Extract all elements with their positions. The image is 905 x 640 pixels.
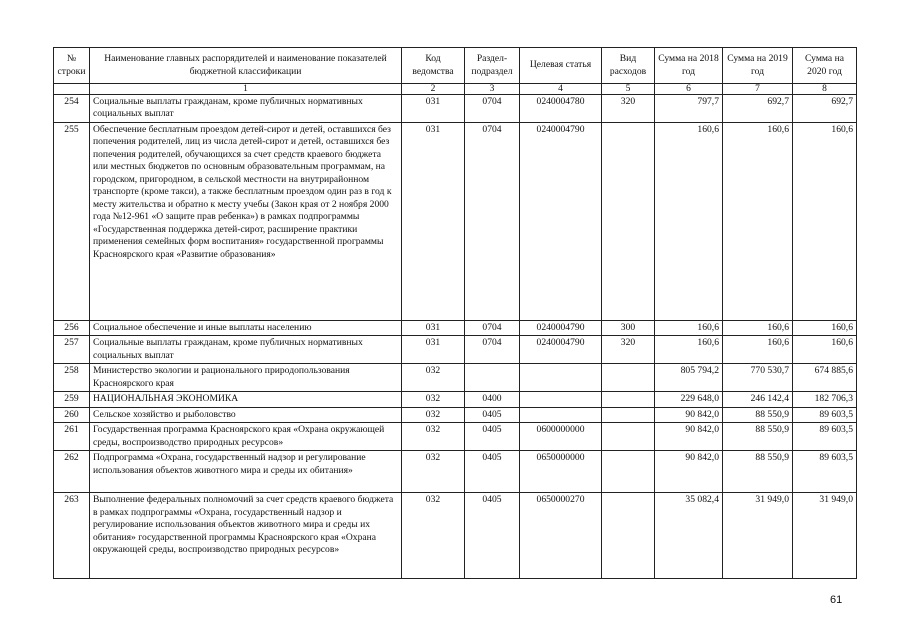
target-article: 0240004780 <box>520 95 602 123</box>
section-code: 0405 <box>465 423 520 451</box>
sum-2019: 160,6 <box>723 336 793 364</box>
department-code: 032 <box>402 451 465 493</box>
table-row <box>54 423 857 451</box>
department-code: 032 <box>402 493 465 579</box>
expense-type: 300 <box>602 320 655 335</box>
expense-type <box>602 493 655 579</box>
target-article: 0240004790 <box>520 336 602 364</box>
sum-2020: 160,6 <box>793 122 857 320</box>
sum-2019: 692,7 <box>723 95 793 123</box>
expense-type <box>602 451 655 493</box>
sum-2018: 160,6 <box>655 122 723 320</box>
col-header-sum-2020: Сумма на 2020 год <box>793 48 857 84</box>
sum-2020: 160,6 <box>793 336 857 364</box>
table-row <box>54 451 857 493</box>
sum-2019: 160,6 <box>723 122 793 320</box>
section-code: 0405 <box>465 493 520 579</box>
row-number: 261 <box>54 423 90 451</box>
section-code <box>465 364 520 392</box>
sum-2018: 90 842,0 <box>655 407 723 422</box>
expense-type <box>602 423 655 451</box>
row-name: Государственная программа Красноярского края «Охрана окружающей среды, воспроизводство природных ресурсов» <box>90 423 402 451</box>
header-row <box>54 48 857 84</box>
target-article: 0240004790 <box>520 320 602 335</box>
row-number: 260 <box>54 407 90 422</box>
sum-2018: 160,6 <box>655 320 723 335</box>
row-name: Сельское хозяйство и рыболовство <box>90 407 402 422</box>
department-code: 031 <box>402 122 465 320</box>
table-row <box>54 407 857 422</box>
expense-type <box>602 364 655 392</box>
row-number: 263 <box>54 493 90 579</box>
expense-type <box>602 407 655 422</box>
sum-2020: 692,7 <box>793 95 857 123</box>
row-number: 257 <box>54 336 90 364</box>
section-code: 0704 <box>465 320 520 335</box>
target-article: 0650000270 <box>520 493 602 579</box>
sum-2020: 160,6 <box>793 320 857 335</box>
sum-2020: 31 949,0 <box>793 493 857 579</box>
sum-2018: 229 648,0 <box>655 392 723 407</box>
sum-2019: 88 550,9 <box>723 451 793 493</box>
col-header-sum-2018: Сумма на 2018 год <box>655 48 723 84</box>
column-index: 8 <box>793 84 857 95</box>
row-name: Выполнение федеральных полномочий за счет средств краевого бюджета в рамках подпрограммы «Охрана, государственный надзор и регулирование использования объектов животного мира и среды их обитания» государственной программы Красноярского края «Охрана окружающей среды, воспроизводство природных ресурсов» <box>90 493 402 579</box>
section-code: 0405 <box>465 407 520 422</box>
target-article: 0240004790 <box>520 122 602 320</box>
sum-2018: 90 842,0 <box>655 423 723 451</box>
sum-2020: 182 706,3 <box>793 392 857 407</box>
section-code: 0704 <box>465 95 520 123</box>
page-number: 61 <box>830 594 843 606</box>
col-header-number: № строки <box>54 48 90 84</box>
section-code: 0704 <box>465 122 520 320</box>
column-index-row <box>54 84 857 95</box>
column-index: 7 <box>723 84 793 95</box>
sum-2020: 89 603,5 <box>793 423 857 451</box>
col-header-department-code: Код ведомства <box>402 48 465 84</box>
table-row <box>54 336 857 364</box>
column-index: 1 <box>90 84 402 95</box>
sum-2019: 160,6 <box>723 320 793 335</box>
row-number: 256 <box>54 320 90 335</box>
department-code: 031 <box>402 320 465 335</box>
sum-2020: 89 603,5 <box>793 451 857 493</box>
section-code: 0400 <box>465 392 520 407</box>
col-header-target-article: Целевая статья <box>520 48 602 84</box>
table-row <box>54 392 857 407</box>
column-index: 5 <box>602 84 655 95</box>
department-code: 031 <box>402 95 465 123</box>
target-article: 0650000000 <box>520 451 602 493</box>
col-header-expense-type: Вид расходов <box>602 48 655 84</box>
row-name: НАЦИОНАЛЬНАЯ ЭКОНОМИКА <box>90 392 402 407</box>
col-header-name: Наименование главных распорядителей и наименование показателей бюджетной классификации <box>90 48 402 84</box>
sum-2018: 90 842,0 <box>655 451 723 493</box>
sum-2019: 770 530,7 <box>723 364 793 392</box>
expense-type <box>602 122 655 320</box>
row-name: Министерство экологии и рационального природопользования Красноярского края <box>90 364 402 392</box>
sum-2018: 160,6 <box>655 336 723 364</box>
department-code: 032 <box>402 392 465 407</box>
sum-2019: 88 550,9 <box>723 423 793 451</box>
expense-type <box>602 392 655 407</box>
sum-2019: 31 949,0 <box>723 493 793 579</box>
table-row <box>54 320 857 335</box>
table-row <box>54 364 857 392</box>
sum-2018: 35 082,4 <box>655 493 723 579</box>
expense-type: 320 <box>602 336 655 364</box>
target-article <box>520 392 602 407</box>
row-name: Социальные выплаты гражданам, кроме публичных нормативных социальных выплат <box>90 95 402 123</box>
row-name: Подпрограмма «Охрана, государственный надзор и регулирование использования объектов животного мира и среды их обитания» <box>90 451 402 493</box>
row-name: Социальное обеспечение и иные выплаты населению <box>90 320 402 335</box>
table-row <box>54 493 857 579</box>
department-code: 032 <box>402 364 465 392</box>
expense-type: 320 <box>602 95 655 123</box>
column-index: 6 <box>655 84 723 95</box>
col-header-section: Раздел-подраздел <box>465 48 520 84</box>
target-article: 0600000000 <box>520 423 602 451</box>
col-header-sum-2019: Сумма на 2019 год <box>723 48 793 84</box>
table-row <box>54 122 857 320</box>
sum-2019: 246 142,4 <box>723 392 793 407</box>
column-index: 3 <box>465 84 520 95</box>
row-number: 262 <box>54 451 90 493</box>
row-number: 254 <box>54 95 90 123</box>
sum-2020: 674 885,6 <box>793 364 857 392</box>
target-article <box>520 407 602 422</box>
department-code: 032 <box>402 423 465 451</box>
sum-2018: 805 794,2 <box>655 364 723 392</box>
sum-2018: 797,7 <box>655 95 723 123</box>
section-code: 0704 <box>465 336 520 364</box>
row-name: Обеспечение бесплатным проездом детей-сирот и детей, оставшихся без попечения родителей, лиц из числа детей-сирот и детей, оставшихся без попечения родителей, обучающихся за счет средств краевого бюджета или местных бюджетов по основным образовательным программам, на городском, пригородном, в сельской местности на внутрирайонном транспорте (кроме такси), а также бесплатным проездом один раз в год к месту жительства и обратно к месту учебы (Закон края от 2 ноября 2000 года №12-961 «О защите прав ребенка») в рамках подпрограммы «Государственная поддержка детей-сирот, расширение практики применения семейных форм воспитания» государственной программы Красноярского края «Развитие образования» <box>90 122 402 320</box>
row-number: 255 <box>54 122 90 320</box>
section-code: 0405 <box>465 451 520 493</box>
department-code: 031 <box>402 336 465 364</box>
sum-2019: 88 550,9 <box>723 407 793 422</box>
row-name: Социальные выплаты гражданам, кроме публичных нормативных социальных выплат <box>90 336 402 364</box>
department-code: 032 <box>402 407 465 422</box>
target-article <box>520 364 602 392</box>
column-index: 4 <box>520 84 602 95</box>
row-number: 259 <box>54 392 90 407</box>
column-index <box>54 84 90 95</box>
sum-2020: 89 603,5 <box>793 407 857 422</box>
table-row <box>54 95 857 123</box>
column-index: 2 <box>402 84 465 95</box>
budget-table <box>53 47 857 579</box>
row-number: 258 <box>54 364 90 392</box>
